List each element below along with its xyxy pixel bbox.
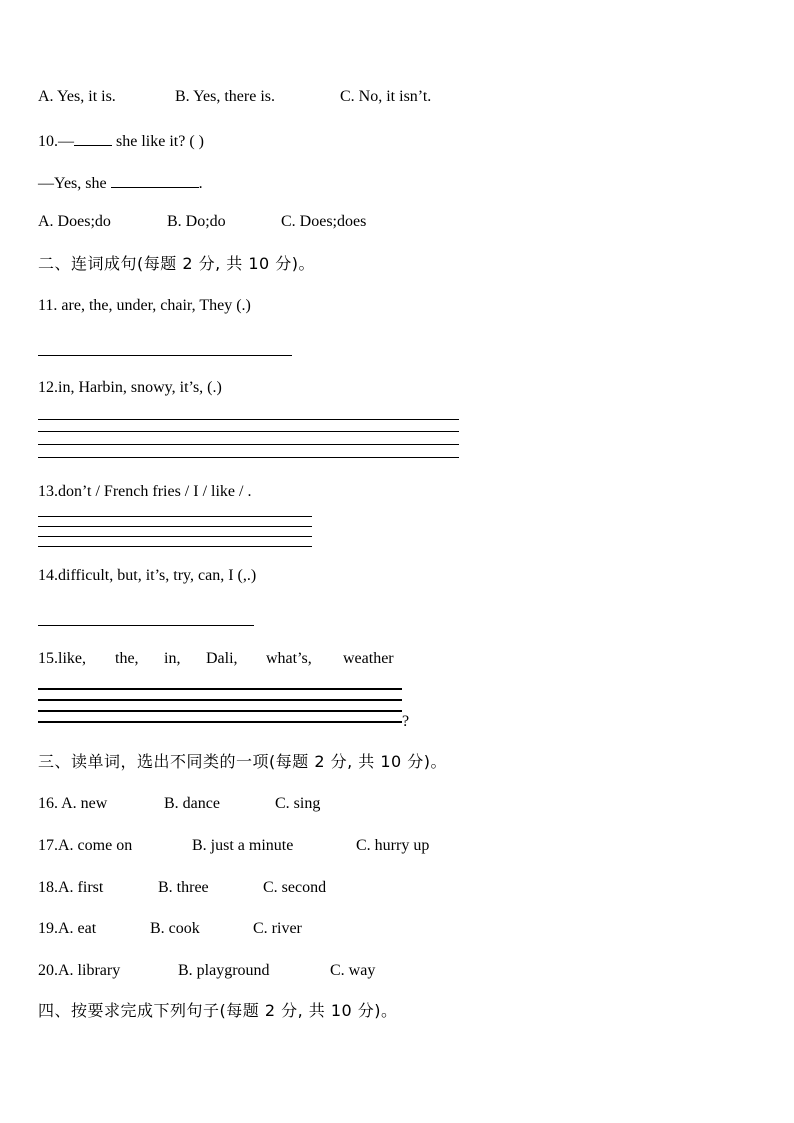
q10-option-c: C. Does;does	[281, 213, 367, 230]
q11-answer-line	[38, 355, 292, 356]
q10-option-a: A. Does;do	[38, 213, 111, 230]
q12-answer-line-1	[38, 419, 459, 420]
q15-question-mark: ?	[402, 713, 410, 730]
q15-answer-line-4	[38, 721, 402, 723]
q16-options	[38, 794, 320, 814]
section-3-heading: 三、读单词，选出不同类的一项(每题 2 分, 共 10 分)。	[38, 752, 448, 771]
q20-option-a: 20.A. library	[38, 962, 121, 979]
q13-answer-line-4	[38, 546, 312, 547]
q15-word-2: the,	[115, 650, 139, 667]
q18-options	[38, 878, 326, 898]
q10-option-b: B. Do;do	[167, 213, 226, 230]
q10-stem: she like it? ( )	[112, 133, 204, 150]
q15-word-4: Dali,	[206, 650, 238, 667]
q13-answer-line-2	[38, 526, 312, 527]
section-2-heading: 二、连词成句(每题 2 分, 共 10 分)。	[38, 254, 316, 273]
q14-answer-line	[38, 625, 254, 626]
q15-answer-line-3	[38, 710, 402, 712]
q10-blank-2	[111, 171, 199, 188]
q16-option-c: C. sing	[275, 795, 321, 812]
q15-words	[38, 649, 394, 669]
q10-options	[38, 212, 366, 232]
q13-answer-line-3	[38, 536, 312, 537]
q13-answer-line-1	[38, 516, 312, 517]
q12-answer-line-4	[38, 457, 459, 458]
q15-word-1: 15.like,	[38, 650, 86, 667]
q12-answer-line-3	[38, 444, 459, 445]
q19-option-a: 19.A. eat	[38, 920, 97, 937]
q16-option-b: B. dance	[164, 795, 220, 812]
q9-option-a: A. Yes, it is.	[38, 88, 116, 105]
q15-answer-line-2	[38, 699, 402, 701]
q18-option-a: 18.A. first	[38, 879, 104, 896]
q19-option-c: C. river	[253, 920, 302, 937]
q10-answer-prefix: —Yes, she	[38, 175, 111, 192]
section-4-heading: 四、按要求完成下列句子(每题 2 分, 共 10 分)。	[38, 1001, 398, 1020]
q16-option-a: 16. A. new	[38, 795, 108, 812]
q20-option-c: C. way	[330, 962, 376, 979]
q20-option-b: B. playground	[178, 962, 270, 979]
q17-option-b: B. just a minute	[192, 837, 294, 854]
q18-option-b: B. three	[158, 879, 209, 896]
q15-word-5: what’s,	[266, 650, 312, 667]
q15-word-6: weather	[343, 650, 394, 667]
q17-options	[38, 836, 429, 856]
q19-options	[38, 919, 302, 939]
q15-word-3: in,	[164, 650, 181, 667]
q14-text: 14.difficult, but, it’s, try, can, I (,.)	[38, 567, 257, 584]
q17-option-a: 17.A. come on	[38, 837, 133, 854]
q11-text: 11. are, the, under, chair, They (.)	[38, 297, 251, 314]
q19-option-b: B. cook	[150, 920, 200, 937]
q10-answer-suffix: .	[198, 175, 203, 192]
q10-number: 10.—	[38, 133, 74, 150]
q9-options	[38, 87, 431, 107]
q9-option-b: B. Yes, there is.	[175, 88, 276, 105]
q9-option-c: C. No, it isn’t.	[340, 88, 432, 105]
q20-options	[38, 961, 375, 981]
q10-blank-1	[74, 129, 112, 146]
q10-question	[38, 129, 204, 152]
q17-option-c: C. hurry up	[356, 837, 430, 854]
q13-text: 13.don’t / French fries / I / like / .	[38, 483, 252, 500]
q10-answer	[38, 171, 203, 194]
q18-option-c: C. second	[263, 879, 327, 896]
q15-answer-line-1	[38, 688, 402, 690]
q12-answer-line-2	[38, 431, 459, 432]
q12-text: 12.in, Harbin, snowy, it’s, (.)	[38, 379, 222, 396]
